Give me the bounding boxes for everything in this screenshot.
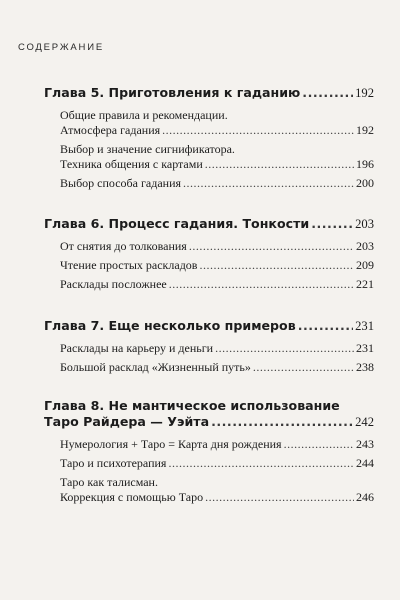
- page-header: СОДЕРЖАНИЕ: [18, 42, 104, 53]
- chapter-title-row[interactable]: [44, 318, 374, 334]
- dot-leader: [169, 277, 354, 292]
- chapter-title: Глава 6. Процесс гадания. Тонкости: [44, 216, 310, 231]
- dot-leader: [215, 341, 354, 356]
- entry-title: Нумерология + Таро = Карта дня рождения: [60, 437, 282, 451]
- dot-leader: [211, 414, 353, 430]
- entry-page: 238: [356, 360, 374, 374]
- chapter-title: Таро Райдера — Уэйта: [44, 414, 210, 429]
- entry-title: Коррекция с помощью Таро: [60, 490, 204, 504]
- toc-entry[interactable]: [60, 437, 374, 452]
- dot-leader: [311, 216, 353, 232]
- entry-page: 243: [356, 437, 374, 451]
- chapter-6: [44, 216, 374, 296]
- entry-page: 209: [356, 258, 374, 272]
- dot-leader: [284, 437, 354, 452]
- entry-page: 246: [356, 490, 374, 504]
- chapter-page: 231: [355, 319, 374, 333]
- chapter-8: [44, 398, 374, 509]
- entry-page: 231: [356, 341, 374, 355]
- entry-page: 192: [356, 123, 374, 137]
- entry-title: Чтение простых раскладов: [60, 258, 198, 272]
- chapter-title: Глава 7. Еще несколько примеров: [44, 318, 296, 333]
- dot-leader: [189, 239, 354, 254]
- entry-title: От снятия до толкования: [60, 239, 187, 253]
- toc-entry[interactable]: [60, 456, 374, 471]
- dot-leader: [162, 123, 354, 138]
- dot-leader: [302, 85, 353, 101]
- toc-entry[interactable]: [60, 341, 374, 356]
- toc-entry[interactable]: [60, 360, 374, 375]
- toc-entry[interactable]: [60, 176, 374, 191]
- entry-title: Техника общения с картами: [60, 157, 203, 171]
- entry-line1: Общие правила и рекомендации.: [60, 108, 228, 122]
- chapter-page: 242: [355, 415, 374, 429]
- entry-page: 221: [356, 277, 374, 291]
- chapter-page: 203: [355, 217, 374, 231]
- entry-title: Атмосфера гадания: [60, 123, 161, 137]
- chapter-entries: [44, 239, 374, 292]
- toc-entry[interactable]: [60, 277, 374, 292]
- chapter-page: 192: [355, 86, 374, 100]
- entry-page: 200: [356, 176, 374, 190]
- chapter-title: Глава 5. Приготовления к гаданию: [44, 85, 301, 100]
- chapter-entries: [44, 108, 374, 191]
- entry-title: Расклады на карьеру и деньги: [60, 341, 214, 355]
- entry-line1: Выбор и значение сигнификатора.: [60, 142, 235, 156]
- toc-entry[interactable]: [60, 142, 374, 172]
- dot-leader: [253, 360, 354, 375]
- dot-leader: [199, 258, 354, 273]
- toc-entry[interactable]: [60, 258, 374, 273]
- dot-leader: [205, 490, 354, 505]
- chapter-title-row[interactable]: [44, 85, 374, 101]
- toc-entry[interactable]: [60, 475, 374, 505]
- chapter-entries: [44, 437, 374, 505]
- chapter-title-row[interactable]: [44, 414, 374, 430]
- entry-title: Выбор способа гадания: [60, 176, 182, 190]
- toc-entry[interactable]: [60, 239, 374, 254]
- entry-page: 196: [356, 157, 374, 171]
- dot-leader: [183, 176, 354, 191]
- chapter-title-row[interactable]: [44, 216, 374, 232]
- entry-line1: Таро как талисман.: [60, 475, 158, 489]
- entry-title: Большой расклад «Жизненный путь»: [60, 360, 251, 374]
- toc-entry[interactable]: [60, 108, 374, 138]
- entry-title: Расклады посложнее: [60, 277, 167, 291]
- entry-page: 203: [356, 239, 374, 253]
- chapter-title-line1[interactable]: Глава 8. Не мантическое использование: [44, 398, 340, 413]
- chapter-entries: [44, 341, 374, 375]
- entry-title: Таро и психотерапия: [60, 456, 167, 470]
- dot-leader: [168, 456, 354, 471]
- chapter-7: [44, 318, 374, 379]
- chapter-5: [44, 85, 374, 195]
- entry-page: 244: [356, 456, 374, 470]
- dot-leader: [298, 318, 353, 334]
- dot-leader: [205, 157, 354, 172]
